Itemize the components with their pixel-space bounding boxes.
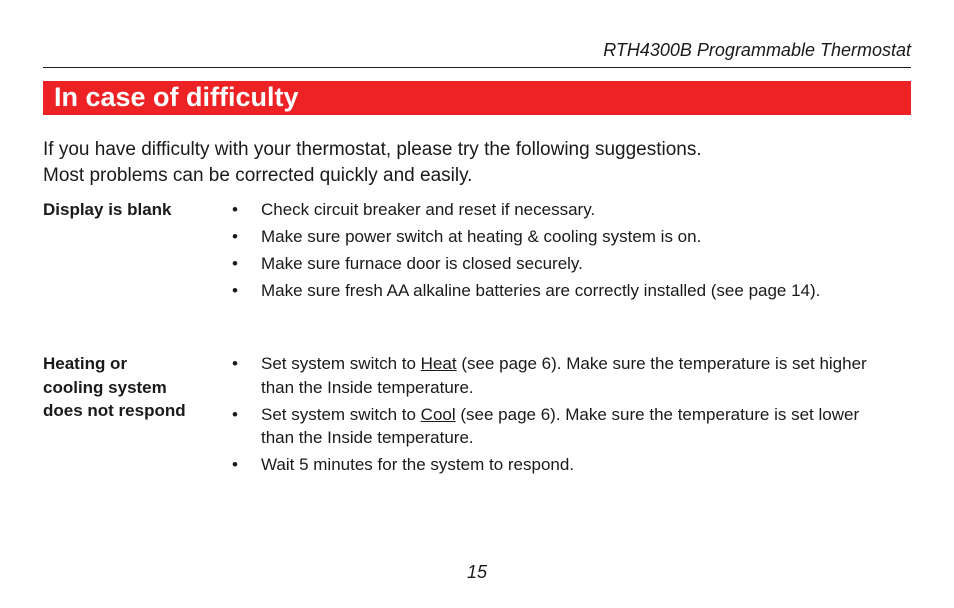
bullet-icon: • xyxy=(232,354,238,373)
problem-label-line: does not respond xyxy=(43,401,186,420)
page-number: 15 xyxy=(466,562,488,582)
solution-text-after: (see page 6). Make sure the temperature is set lower than the Inside temperature. xyxy=(261,404,860,447)
solution-item xyxy=(232,403,892,450)
solution-item xyxy=(232,352,892,399)
solution-text: Wait 5 minutes for the system to respond. xyxy=(261,455,575,474)
solution-text xyxy=(261,405,859,448)
problem-label-line: Heating or xyxy=(43,354,128,373)
bullet-icon: • xyxy=(232,455,238,474)
solution-text xyxy=(261,354,867,397)
solution-list-display-blank xyxy=(232,198,892,306)
bullet-icon: • xyxy=(232,404,238,424)
problem-label-no-response xyxy=(43,352,186,423)
heat-setting-link: Heat xyxy=(420,354,457,373)
problem-label-line: cooling system xyxy=(43,377,167,397)
document-header-title: RTH4300B Programmable Thermostat xyxy=(603,40,911,60)
section-title: In case of difficulty xyxy=(54,82,299,112)
problem-label-line: Display is blank xyxy=(43,200,172,219)
solution-item xyxy=(232,453,892,477)
bullet-icon: • xyxy=(232,227,238,246)
solution-list-no-response xyxy=(232,352,892,480)
solution-text: Make sure furnace door is closed securely. xyxy=(261,254,583,273)
solution-item xyxy=(232,279,861,303)
solution-text: Check circuit breaker and reset if necessary. xyxy=(261,200,596,219)
problem-label-display-blank xyxy=(43,198,172,222)
bullet-icon: • xyxy=(232,200,238,219)
solution-text-before: Set system switch to xyxy=(261,404,421,424)
section-heading-bar xyxy=(43,81,911,115)
solution-text: Make sure power switch at heating & cooling system is on. xyxy=(261,227,702,246)
solution-item xyxy=(232,225,892,249)
solution-text-before: Set system switch to xyxy=(261,354,421,373)
intro-line-2: Most problems can be corrected quickly and easily. xyxy=(43,165,473,186)
solution-item xyxy=(232,198,892,222)
cool-setting-link: Cool xyxy=(420,404,456,424)
intro-line-1: If you have difficulty with your thermostat, please try the following suggestions. xyxy=(43,139,702,160)
solution-text: Make sure fresh AA alkaline batteries are correctly installed (see page 14). xyxy=(261,281,821,300)
bullet-icon: • xyxy=(232,254,238,273)
header-divider xyxy=(43,67,911,68)
solution-text-after: (see page 6). Make sure the temperature is set higher than the Inside temperature. xyxy=(261,354,867,397)
intro-paragraph xyxy=(43,137,911,189)
solution-item xyxy=(232,252,892,276)
bullet-icon: • xyxy=(232,281,238,300)
